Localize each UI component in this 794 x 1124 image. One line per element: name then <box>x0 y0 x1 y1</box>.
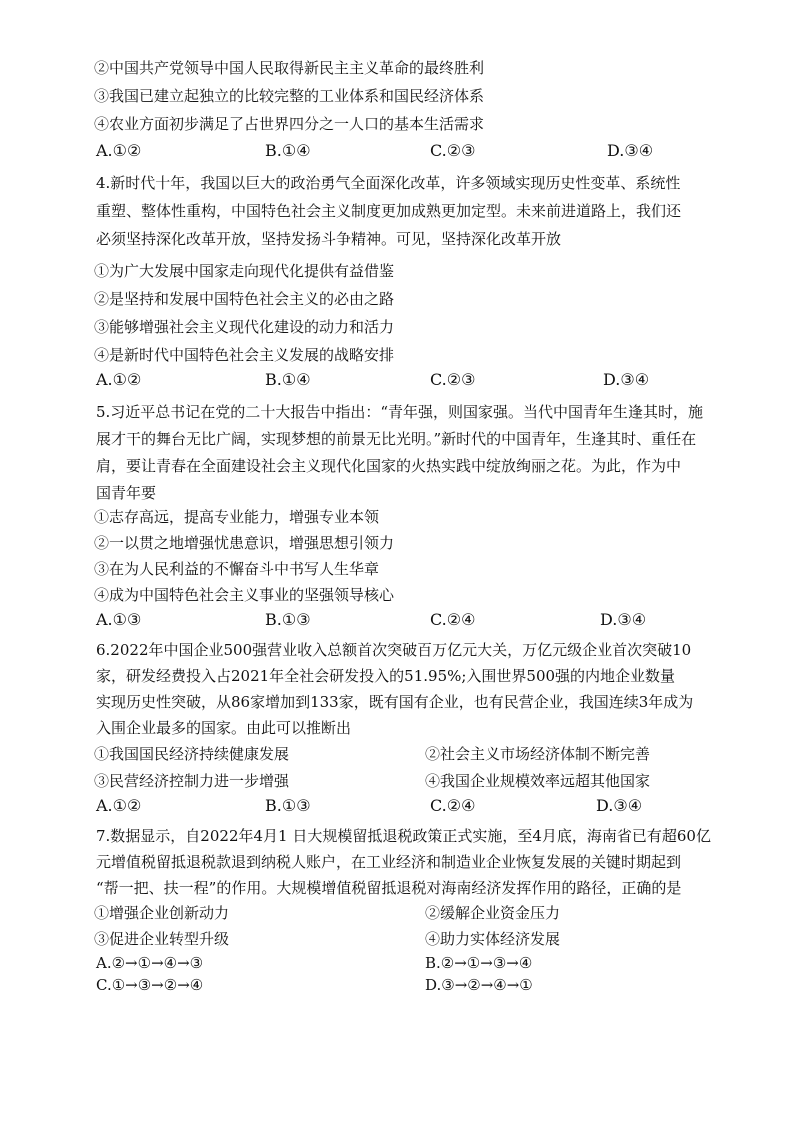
q3-option-a: A.①② <box>96 141 142 160</box>
q7-item-3: ③促进企业转型升级 <box>94 930 230 948</box>
q4-option-c: C.②③ <box>430 370 476 389</box>
q7-option-d: D.③→②→④→① <box>425 976 533 994</box>
q6-item-1: ①我国国民经济持续健康发展 <box>94 745 290 763</box>
q3-option-c: C.②③ <box>430 141 476 160</box>
q7-stem-line-3: “帮一把、扶一程”的作用。大规模增值税留抵退税对海南经济发挥作用的路径，正确的是 <box>96 879 682 897</box>
q7-item-4: ④助力实体经济发展 <box>425 930 561 948</box>
q6-option-a: A.①② <box>96 796 142 815</box>
q4-item-2: ②是坚持和发展中国特色社会主义的必由之路 <box>94 290 395 308</box>
q6-option-c: C.②④ <box>430 796 476 815</box>
q5-option-b: B.①③ <box>265 610 311 629</box>
q7-item-1: ①增强企业创新动力 <box>94 904 230 922</box>
q4-option-b: B.①④ <box>265 370 311 389</box>
q6-option-d: D.③④ <box>596 796 643 815</box>
q5-option-d: D.③④ <box>600 610 647 629</box>
q3-item-2: ②中国共产党领导中国人民取得新民主主义革命的最终胜利 <box>94 59 485 77</box>
q3-item-3: ③我国已建立起独立的比较完整的工业体系和国民经济体系 <box>94 87 485 105</box>
q7-option-a: A.②→①→④→③ <box>96 954 204 972</box>
q3-option-d: D.③④ <box>607 141 654 160</box>
q5-stem-line-1: 5.习近平总书记在党的二十大报告中指出：“青年强，则国家强。当代中国青年生逢其时，施 <box>96 403 703 421</box>
q4-stem-line-3: 必须坚持深化改革开放，坚持发扬斗争精神。可见，坚持深化改革开放 <box>96 230 562 248</box>
q5-option-a: A.①③ <box>96 610 142 629</box>
q4-item-3: ③能够增强社会主义现代化建设的动力和活力 <box>94 318 395 336</box>
q7-option-b: B.②→①→③→④ <box>425 954 533 972</box>
q7-option-c: C.①→③→②→④ <box>96 976 204 994</box>
q6-item-3: ③民营经济控制力进一步增强 <box>94 772 290 790</box>
q4-option-a: A.①② <box>96 370 142 389</box>
q4-stem-line-2: 重塑、整体性重构，中国特色社会主义制度更加成熟更加定型。未来前进道路上，我们还 <box>96 202 682 220</box>
q5-stem-line-2: 展才干的舞台无比广阔，实现梦想的前景无比光明。”新时代的中国青年，生逢其时、重任在 <box>96 430 697 448</box>
q4-option-d: D.③④ <box>603 370 650 389</box>
q7-item-2: ②缓解企业资金压力 <box>425 904 561 922</box>
q5-stem-line-3: 肩，要让青春在全面建设社会主义现代化国家的火热实践中绽放绚丽之花。为此，作为中 <box>96 457 682 475</box>
q6-option-b: B.①③ <box>265 796 311 815</box>
q5-stem-line-4: 国青年要 <box>96 484 157 502</box>
q5-item-4: ④成为中国特色社会主义事业的坚强领导核心 <box>94 586 395 604</box>
q5-item-2: ②一以贯之地增强忧患意识，增强思想引领力 <box>94 534 395 552</box>
q4-item-1: ①为广大发展中国家走向现代化提供有益借鉴 <box>94 262 395 280</box>
q7-stem-line-1: 7.数据显示，自2022年4月1 日大规模留抵退税政策正式实施，至4月底，海南省已有超60亿 <box>96 827 711 845</box>
q5-item-3: ③在为人民利益的不懈奋斗中书写人生华章 <box>94 560 380 578</box>
q3-item-4: ④农业方面初步满足了占世界四分之一人口的基本生活需求 <box>94 115 485 133</box>
q5-item-1: ①志存高远，提高专业能力，增强专业本领 <box>94 508 380 526</box>
q6-stem-line-2: 家，研发经费投入占2021年全社会研发投入的51.95%;入围世界500强的内地企业数量 <box>96 667 676 685</box>
q6-stem-line-4: 入围企业最多的国家。由此可以推断出 <box>96 719 352 737</box>
q6-item-2: ②社会主义市场经济体制不断完善 <box>425 745 651 763</box>
q6-stem-line-1: 6.2022年中国企业500强营业收入总额首次突破百万亿元大关，万亿元级企业首次突破10 <box>96 641 692 659</box>
q3-option-b: B.①④ <box>265 141 311 160</box>
q4-stem-line-1: 4.新时代十年，我国以巨大的政治勇气全面深化改革，许多领域实现历史性变革、系统性 <box>96 174 681 192</box>
q6-stem-line-3: 实现历史性突破，从86家增加到133家，既有国有企业，也有民营企业，我国连续3年成为 <box>96 693 694 711</box>
q7-stem-line-2: 元增值税留抵退税款退到纳税人账户，在工业经济和制造业企业恢复发展的关键时期起到 <box>96 853 682 871</box>
q5-option-c: C.②④ <box>430 610 476 629</box>
q4-item-4: ④是新时代中国特色社会主义发展的战略安排 <box>94 346 395 364</box>
q6-item-4: ④我国企业规模效率远超其他国家 <box>425 772 651 790</box>
